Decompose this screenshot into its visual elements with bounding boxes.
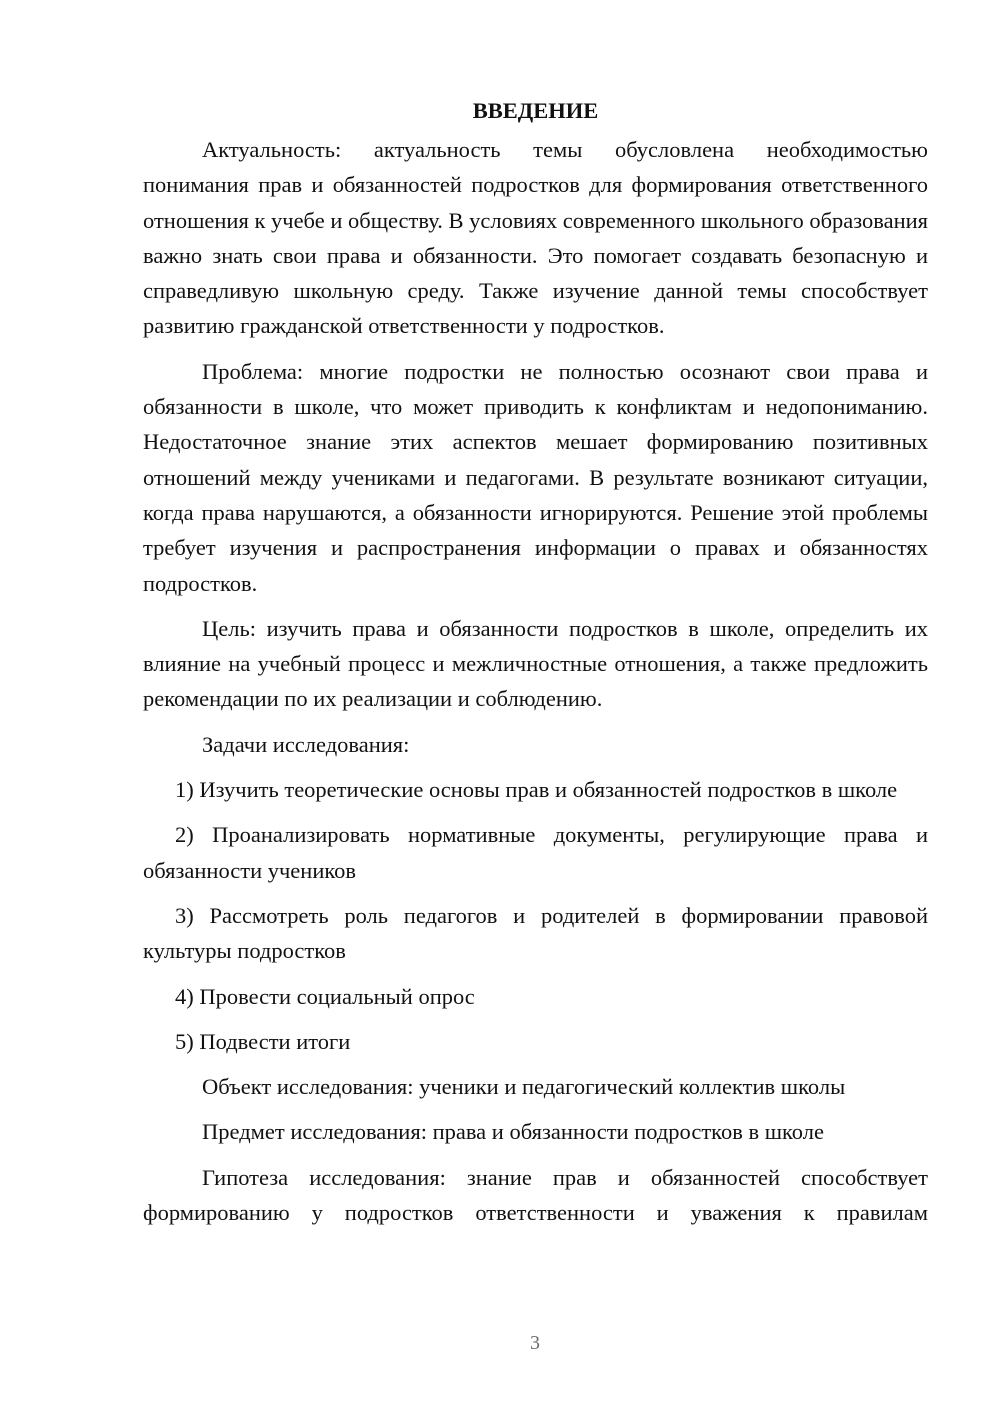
- task-item-5: 5) Подвести итоги: [175, 1028, 351, 1054]
- paragraph-hypothesis: Гипотеза исследования: знание прав и обязанностей способствует формированию у подростков ответственности и уважения к правилам: [143, 1164, 928, 1226]
- task-item-4: 4) Провести социальный опрос: [175, 983, 475, 1009]
- task-item-3: 3) Рассмотреть роль педагогов и родителей в формировании правовой культуры подростков: [143, 902, 928, 964]
- task-item-1: 1) Изучить теоретические основы прав и обязанностей подростков в школе: [175, 777, 898, 803]
- section-heading: ВВЕДЕНИЕ: [472, 98, 599, 123]
- tasks-heading: Задачи исследования:: [202, 731, 410, 757]
- page-number: 3: [530, 1332, 540, 1354]
- paragraph-goal: Цель: изучить права и обязанности подростков в школе, определить их влияние на учебный процесс и межличностные отношения, а также предложить рекомендации по их реализации и соблюдению.: [143, 615, 928, 712]
- task-item-2: 2) Проанализировать нормативные документы, регулирующие права и обязанности учеников: [143, 822, 928, 883]
- paragraph-subject: Предмет исследования: права и обязанности подростков в школе: [202, 1119, 824, 1145]
- paragraph-problem: Проблема: многие подростки не полностью осознают свои права и обязанности в школе, что может приводить к конфликтам и недопониманию. Недостаточное знание этих аспектов мешает формированию позитивных отношений между учениками и педагогами. В результате возникают ситуации, когда права нарушаются, а обязанности игнорируются. Решение этой проблемы требует изучения и распространения информации о правах и обязанностях подростков.: [143, 358, 928, 596]
- paragraph-object: Объект исследования: ученики и педагогический коллектив школы: [202, 1074, 846, 1100]
- document-page: [143, 92, 928, 1240]
- paragraph-relevance: Актуальность: актуальность темы обусловлена необходимостью понимания прав и обязанностей подростков для формирования ответственного отношения к учебе и обществу. В условиях современного школьного образования важно знать свои права и обязанности. Это помогает создавать безопасную и справедливую школьную среду. Также изучение данной темы способствует развитию гражданской ответственности у подростков.: [143, 137, 928, 339]
